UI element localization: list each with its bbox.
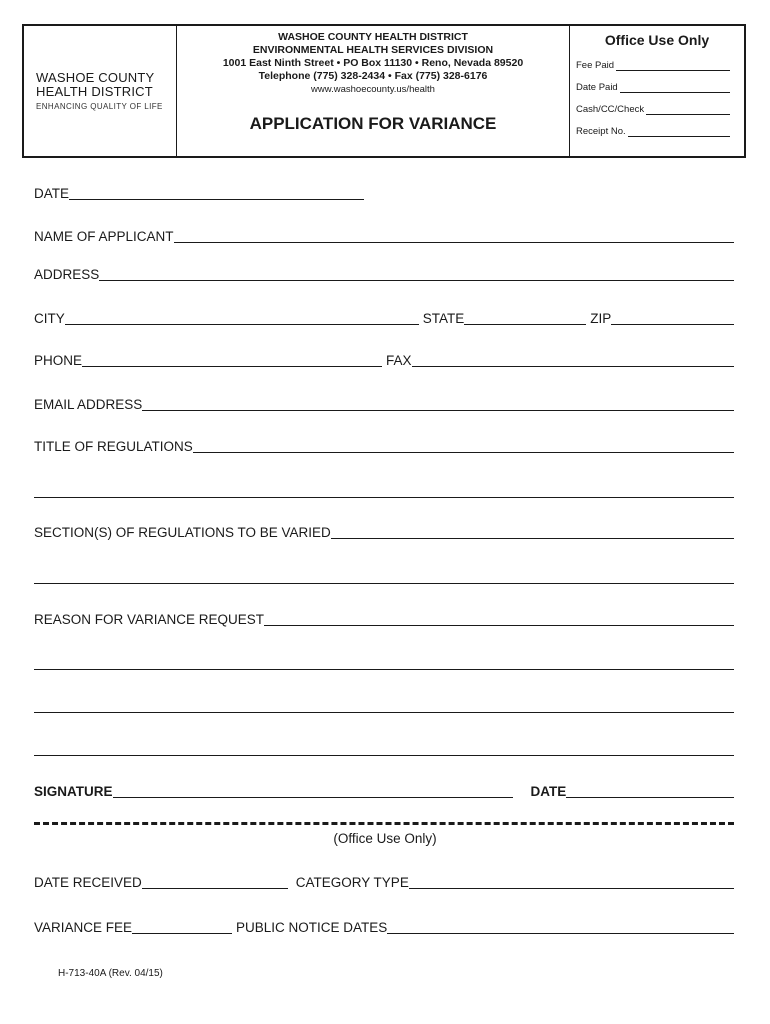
payment-type-label: Cash/CC/Check [576, 104, 645, 115]
org-website: www.washoecounty.us/health [311, 84, 435, 95]
reason-line-3[interactable] [34, 712, 734, 713]
payment-type-field[interactable] [576, 104, 730, 115]
state-label: STATE [422, 311, 465, 326]
zip-label: ZIP [590, 311, 612, 326]
public-notice-field[interactable] [387, 921, 734, 934]
city-state-zip-row [34, 311, 734, 326]
org-address: 1001 East Ninth Street • PO Box 11130 • Reno, Nevada 89520 [222, 57, 524, 69]
phone-label: PHONE [34, 353, 83, 368]
reason-line-4[interactable] [34, 755, 734, 756]
fax-field[interactable] [412, 354, 734, 367]
signature-field[interactable] [113, 785, 513, 798]
date-field[interactable] [34, 186, 364, 201]
email-label: EMAIL ADDRESS [34, 397, 143, 412]
applicant-name-field[interactable] [34, 229, 734, 244]
address-field[interactable] [34, 267, 734, 282]
regulations-title-label: TITLE OF REGULATIONS [34, 439, 193, 454]
header-center [177, 26, 570, 156]
state-field[interactable] [464, 312, 586, 325]
division-name: ENVIRONMENTAL HEALTH SERVICES DIVISION [252, 44, 494, 56]
phone-fax-row [34, 353, 734, 368]
zip-field[interactable] [611, 312, 734, 325]
signature-label: SIGNATURE [34, 784, 113, 799]
sections-line-2[interactable] [34, 583, 734, 584]
variance-fee-row [34, 920, 734, 935]
reason-label: REASON FOR VARIANCE REQUEST [34, 612, 265, 627]
city-field[interactable] [65, 312, 419, 325]
page-title: APPLICATION FOR VARIANCE [249, 114, 497, 133]
fee-paid-label: Fee Paid [576, 60, 615, 71]
logo-tagline: ENHANCING QUALITY OF LIFE [36, 102, 163, 111]
receipt-label: Receipt No. [576, 126, 626, 137]
receipt-field[interactable] [576, 126, 730, 137]
district-logo [24, 26, 177, 156]
org-name: WASHOE COUNTY HEALTH DISTRICT [278, 31, 468, 43]
date-paid-field[interactable] [576, 82, 730, 93]
variance-fee-field[interactable] [132, 921, 232, 934]
variance-fee-label: VARIANCE FEE [34, 920, 133, 935]
email-field[interactable] [34, 397, 734, 412]
form-header [22, 24, 746, 158]
category-type-label: CATEGORY TYPE [295, 875, 409, 890]
org-phone: Telephone (775) 328-2434 • Fax (775) 328-6176 [258, 70, 488, 82]
sections-label: SECTION(S) OF REGULATIONS TO BE VARIED [34, 525, 331, 540]
logo-line-1: WASHOE COUNTY [36, 70, 155, 85]
form-code: H-713-40A (Rev. 04/15) [58, 968, 163, 979]
address-label: ADDRESS [34, 267, 100, 282]
fee-paid-field[interactable] [576, 60, 730, 71]
date-label: DATE [34, 186, 70, 201]
office-use-title: Office Use Only [604, 32, 710, 48]
date-paid-label: Date Paid [576, 82, 618, 93]
public-notice-label: PUBLIC NOTICE DATES [236, 920, 388, 935]
office-use-divider [34, 822, 734, 825]
signature-date-label: DATE [530, 784, 567, 799]
date-received-label: DATE RECEIVED [34, 875, 142, 890]
date-received-field[interactable] [142, 876, 288, 889]
office-use-box [570, 26, 744, 156]
regulations-title-line-2[interactable] [34, 497, 734, 498]
sections-field[interactable] [34, 525, 734, 540]
fax-label: FAX [386, 353, 412, 368]
reason-line-2[interactable] [34, 669, 734, 670]
regulations-title-field[interactable] [34, 439, 734, 454]
city-label: CITY [34, 311, 65, 326]
phone-field[interactable] [82, 354, 382, 367]
applicant-name-label: NAME OF APPLICANT [34, 229, 174, 244]
reason-field[interactable] [34, 612, 734, 627]
category-type-field[interactable] [409, 876, 734, 889]
logo-line-2: HEALTH DISTRICT [36, 84, 153, 99]
signature-date-field[interactable] [566, 785, 734, 798]
office-use-note: (Office Use Only) [333, 831, 437, 846]
signature-row [34, 784, 734, 799]
date-received-row [34, 875, 734, 890]
